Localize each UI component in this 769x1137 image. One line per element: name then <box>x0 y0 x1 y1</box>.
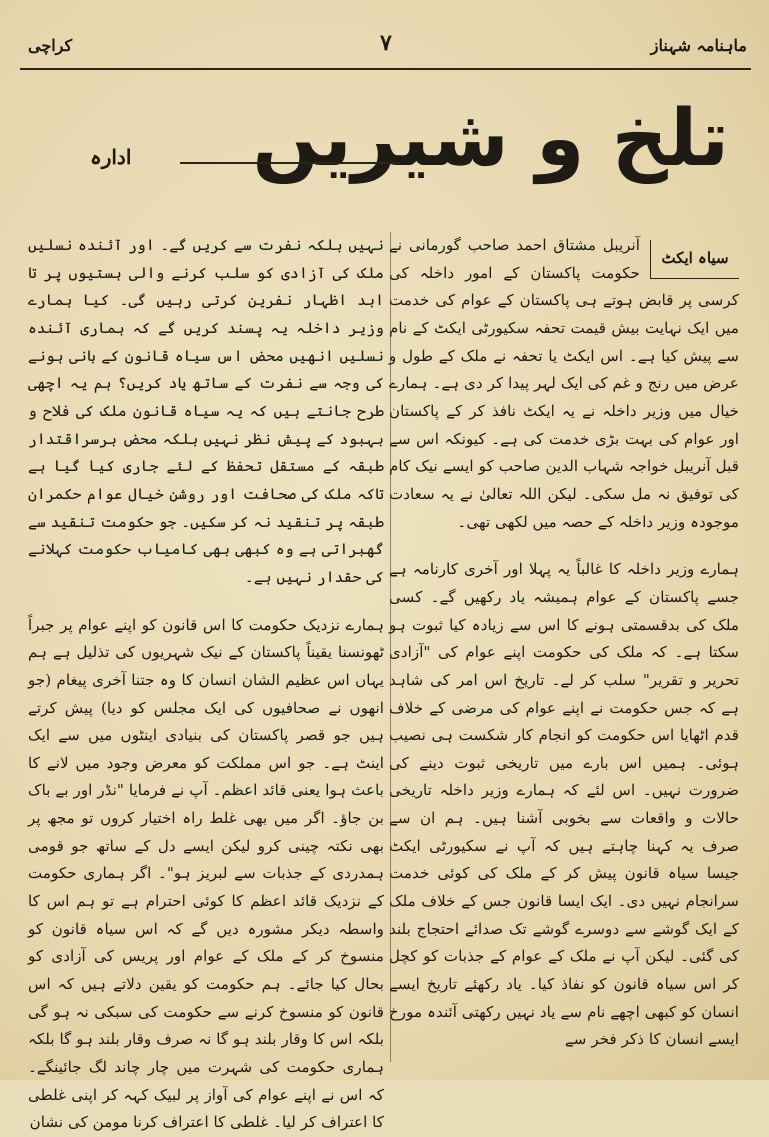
right-paragraph-2: ہمارے وزیر داخلہ کا غالباً یہ پہلا اور آخری کارنامہ ہے جسے پاکستان کے عوام ہمیشہ یاد رکھیں گے۔ کسی ملک کی بدقسمتی ہونے کا اس سے زیادہ کیا ثبوت ہو سکتا ہے۔ کہ ملک کی حکومت اپنے عوام کی "آزادی تحریر و تقریر" سلب کر لے۔ تاریخ اس امر کی شاہد ہے کہ جس حکومت نے اپنے عوام کی مرضی کے خلاف قدم اٹھایا اس حکومت کو انجام کار شکست ہی نصیب ہوئی۔ ہمیں اس بارے میں تاریخی ثبوت دینے کی ضرورت نہیں۔ اس لئے کہ ہمارے وزیر داخلہ تاریخی حالات و واقعات سے بخوبی آشنا ہیں۔ ہم ان سے صرف یہ کہنا چاہتے ہیں کہ آپ نے سکیورٹی ایکٹ جیسا سیاہ قانون پیش کر کے ملک کی کوئی خدمت سرانجام نہیں دی۔ ایک ایسا قانون جس کے خلاف ملک کے ایک گوشے سے دوسرے گوشے تک صدائے احتجاج بلند کی گئی۔ لیکن آپ نے ملک کے عوام کے جذبات کو کچل کر اس سیاہ قانون کو نفاذ کیا۔ یاد رکھئے تاریخ ایسے انسان کو کبھی اچھے نام سے یاد نہیں رکھتی آئندہ مورخ ایسے انسان کا ذکر فخر سے <box>389 560 739 1049</box>
right-column <box>389 232 739 1054</box>
header-divider <box>20 68 751 70</box>
page-header <box>28 30 747 64</box>
left-column <box>28 232 384 1137</box>
page-number: ۷ <box>380 30 392 56</box>
column-divider <box>390 232 391 1062</box>
city-name: کراچی <box>28 36 73 55</box>
section-box-label: سیاہ ایکٹ <box>650 240 739 279</box>
article-title: تلخ و شیریں <box>252 94 729 184</box>
left-paragraph-1: نہیں بلکہ نفرت سے کریں گے۔ اور آئندہ نسلیں ملک کی آزادی کو سلب کرنے والی ہستیوں پر تا ابد اظہار نفرین کرتی رہیں گی۔ کیا ہمارے وزیر داخلہ یہ پسند کریں گے کہ ہماری آئندہ نسلیں انھیں محض اس سیاہ قانون کے بانی ہونے کی وجہ سے نفرت کے ساتھ یاد کریں؟ ہم یہ اچھی طرح جانتے ہیں کہ یہ سیاہ قانون ملک کی فلاح و بہبود کے پیش نظر نہیں بلکہ محض برسراقتدار طبقہ کے مستقل تحفظ کے لئے جاری کیا گیا ہے تاکہ ملک کی صحافت اور روشن خیال عوام حکمران طبقہ پر تنقید نہ کر سکیں۔ جو حکومت تنقید سے گھبراتی ہے وہ کبھی بھی کامیاب حکومت کہلانے کی حقدار نہیں ہے۔ <box>28 236 384 586</box>
article-author: ادارہ <box>90 145 132 169</box>
left-paragraph-2: ہمارے نزدیک حکومت کا اس قانون کو اپنے عوام پر جبراً ٹھونسنا یقیناً پاکستان کے نیک شہریوں کی تذلیل ہے ہم یہاں اس عظیم الشان انسان کا وہ جتنا آخری پیغام (جو انھوں نے صحافیوں کی ایک مجلس کو دیا) پیش کرتے ہیں جو قصر پاکستان کی بنیادی اینٹوں میں سے ایک اینٹ ہے۔ جو اس مملکت کو معرض وجود میں لانے کا باعث ہوا یعنی قائد اعظم۔ آپ نے فرمایا "نڈر اور بے باک بن جاؤ۔ اگر میں بھی غلط راہ اختیار کروں تو مجھ پر بھی نکتہ چینی کرو لیکن ایسے دل کے ساتھ جو قومی ہمدردی کے جذبات سے لبریز ہو"۔ اگر ہماری حکومت کے نزدیک قائد اعظم کا کوئی احترام ہے تو ہم اس کا واسطہ دیکر مشورہ دیں گے کہ اس سیاہ قانون کو منسوخ کر کے ملک کے عوام اور پریس کی آزادی کو بحال کیا جائے۔ ہم حکومت کو یقین دلاتے ہیں کہ اس قانون کو منسوخ کرنے سے حکومت کی سبکی نہ ہو گی بلکہ اس کا وقار بلند ہو گا نہ صرف وقار بلند ہو گا بلکہ ہماری حکومت کی شہرت میں چار چاند لگ جائینگے۔ کہ اس نے اپنے عوام کی آواز پر لبیک کہہ کر اپنی غلطی کا اعتراف کر لیا۔ غلطی کا اعتراف کرنا مومن کی نشان <box>28 615 384 1132</box>
magazine-name: ماہنامہ شہناز <box>650 36 747 55</box>
right-paragraph-1: آنریبل مشتاق احمد صاحب گورمانی نے حکومت پاکستان کے امور داخلہ کی کرسی پر قابض ہوتے ہی پاکستان کے عوام کی خدمت میں ایک نہایت بیش قیمت تحفہ سکیورٹی ایکٹ کے نام سے پیش کیا ہے۔ اس ایکٹ یا تحفہ نے ملک کے طول و عرض میں رنج و غم کی ایک لہر پیدا کر دی ہے۔ ہمارے خیال میں وزیر داخلہ نے یہ ایکٹ نافذ کر کے پاکستان اور عوام کی بہت بڑی خدمت کی ہے۔ کیونکہ اس سے قبل آنریبل خواجہ شہاب الدین صاحب کو ایسے نیک کام کی توفیق نہ مل سکی۔ لیکن اللہ تعالیٰ نے یہ سعادت موجودہ وزیر داخلہ کے حصہ میں لکھی تھی۔ <box>389 236 739 531</box>
title-dash <box>180 162 400 164</box>
